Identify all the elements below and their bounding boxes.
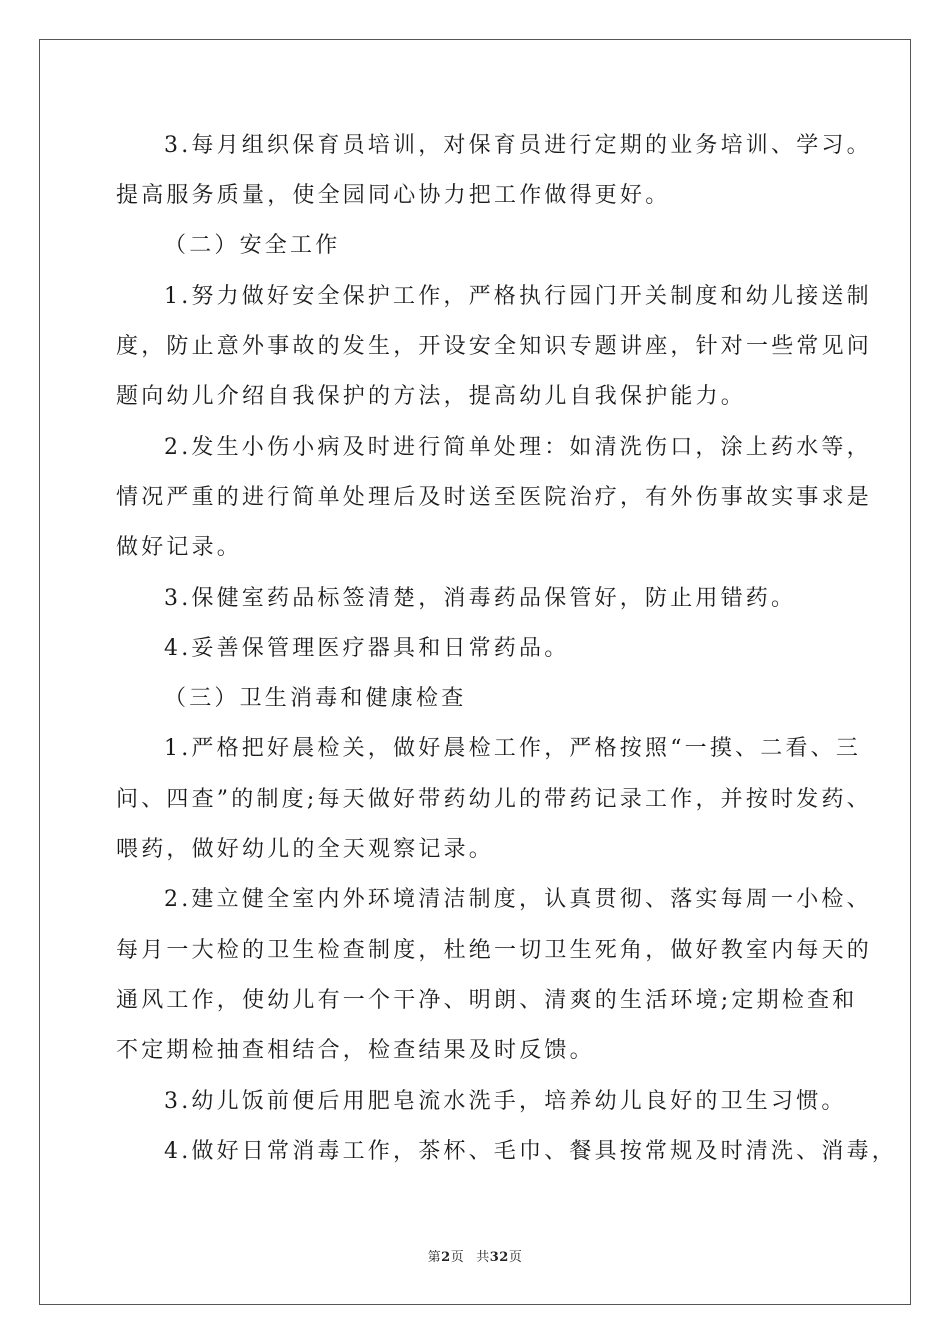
paragraph-line: 2.建立健全室内外环境清洁制度，认真贯彻、落实每周一小检、 bbox=[164, 887, 872, 912]
paragraph-line: 情况严重的进行简单处理后及时送至医院治疗，有外伤事故实事求是 bbox=[116, 485, 873, 510]
page-prefix: 第 bbox=[427, 1250, 442, 1265]
paragraph-line: 2.发生小伤小病及时进行简单处理：如清洗伤口，涂上药水等， bbox=[164, 435, 872, 460]
paragraph-line: 3.每月组织保育员培训，对保育员进行定期的业务培训、学习。 bbox=[164, 133, 872, 158]
page-suffix: 页 bbox=[450, 1250, 465, 1265]
section-heading: （二）安全工作 bbox=[164, 233, 341, 258]
total-pages: 32 bbox=[489, 1250, 509, 1265]
paragraph-line: 通风工作，使幼儿有一个干净、明朗、清爽的生活环境;定期检查和 bbox=[116, 988, 858, 1013]
page-footer bbox=[0, 1246, 950, 1265]
paragraph-line: 3.保健室药品标签清楚，消毒药品保管好，防止用错药。 bbox=[164, 586, 797, 611]
paragraph-line: 问、四查”的制度;每天做好带药幼儿的带药记录工作，并按时发药、 bbox=[116, 787, 872, 812]
paragraph-line: 1.努力做好安全保护工作，严格执行园门开关制度和幼儿接送制 bbox=[164, 284, 872, 309]
paragraph-line: 度，防止意外事故的发生，开设安全知识专题讲座，针对一些常见问 bbox=[116, 334, 873, 359]
total-suffix: 页 bbox=[508, 1250, 523, 1265]
paragraph-line: 提高服务质量，使全园同心协力把工作做得更好。 bbox=[116, 183, 671, 208]
paragraph-line: 3.幼儿饭前便后用肥皂流水洗手，培养幼儿良好的卫生习惯。 bbox=[164, 1089, 847, 1114]
paragraph-line: 喂药，做好幼儿的全天观察记录。 bbox=[116, 837, 495, 862]
paragraph-line: 4.妥善保管理医疗器具和日常药品。 bbox=[164, 636, 570, 661]
paragraph-line: 每月一大检的卫生检查制度，杜绝一切卫生死角，做好教室内每天的 bbox=[116, 938, 873, 963]
paragraph-line: 做好记录。 bbox=[116, 535, 243, 560]
section-heading: （三）卫生消毒和健康检查 bbox=[164, 686, 467, 711]
paragraph-line: 题向幼儿介绍自我保护的方法，提高幼儿自我保护能力。 bbox=[116, 384, 747, 409]
page-number: 2 bbox=[441, 1250, 451, 1265]
paragraph-line: 1.严格把好晨检关，做好晨检工作，严格按照“一摸、二看、三 bbox=[164, 736, 862, 761]
total-prefix: 共 bbox=[476, 1250, 490, 1265]
paragraph-line: 不定期检抽查相结合，检查结果及时反馈。 bbox=[116, 1038, 595, 1063]
paragraph-line: 4.做好日常消毒工作，茶杯、毛巾、餐具按常规及时清洗、消毒， bbox=[164, 1139, 897, 1164]
